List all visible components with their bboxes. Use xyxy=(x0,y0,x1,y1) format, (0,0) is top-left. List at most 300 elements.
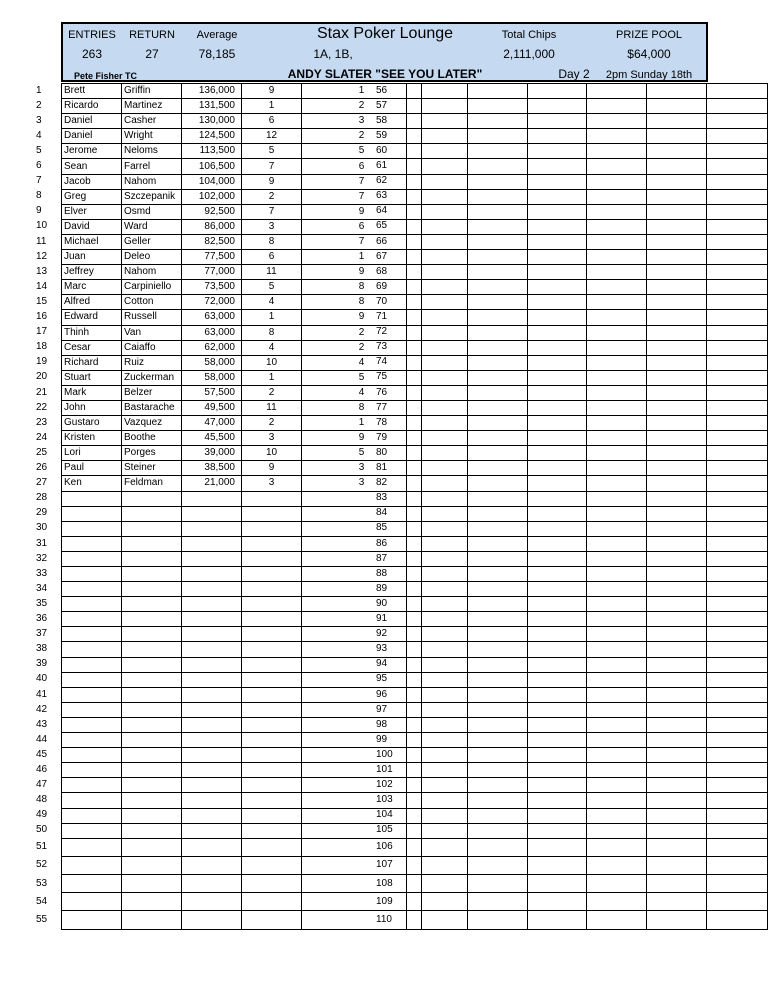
blank-cell xyxy=(707,672,768,687)
player-table-cell: 5 xyxy=(242,144,302,159)
blank-row xyxy=(407,431,768,446)
player-last-cell: Ruiz xyxy=(122,355,182,370)
player-first-cell xyxy=(62,521,122,536)
blank-row xyxy=(407,567,768,582)
blank-cell xyxy=(467,144,527,159)
blank-cell xyxy=(707,265,768,280)
player-last-cell xyxy=(122,597,182,612)
player-first-cell xyxy=(62,778,122,793)
player-seat-cell xyxy=(302,627,422,642)
blank-row xyxy=(407,400,768,415)
blank-row xyxy=(407,295,768,310)
player-first-cell: Brett xyxy=(62,84,122,99)
player-seat-cell xyxy=(302,702,422,717)
rank-number: 75 xyxy=(376,371,388,383)
player-table-cell xyxy=(242,627,302,642)
blank-cell xyxy=(587,808,647,823)
rank-number: 57 xyxy=(376,99,388,111)
player-first-cell: Jacob xyxy=(62,174,122,189)
player-row xyxy=(62,416,422,431)
rank-number: 67 xyxy=(376,250,388,262)
blank-cell xyxy=(407,687,468,702)
blank-cell xyxy=(587,778,647,793)
blank-cell xyxy=(467,838,527,856)
player-seat-cell xyxy=(302,551,422,566)
blank-cell xyxy=(407,536,468,551)
blank-cell xyxy=(407,856,468,874)
player-last-cell xyxy=(122,627,182,642)
blank-row xyxy=(407,159,768,174)
blank-cell xyxy=(467,431,527,446)
blank-cell xyxy=(527,461,587,476)
blank-cell xyxy=(587,856,647,874)
player-last-cell xyxy=(122,911,182,929)
blank-cell xyxy=(647,733,707,748)
blank-cell xyxy=(647,159,707,174)
blank-cell xyxy=(527,491,587,506)
blank-cell xyxy=(527,657,587,672)
average-label: Average xyxy=(196,29,238,41)
blank-cell xyxy=(467,748,527,763)
flights-text: 1A, 1B, xyxy=(313,47,353,61)
player-seat-cell: 7 xyxy=(302,174,422,189)
player-row xyxy=(62,144,422,159)
blank-cell xyxy=(467,174,527,189)
blank-cell xyxy=(467,325,527,340)
blank-cell xyxy=(587,355,647,370)
player-last-cell xyxy=(122,763,182,778)
player-chips-cell: 72,000 xyxy=(182,295,242,310)
blank-cell xyxy=(467,234,527,249)
blank-cell xyxy=(407,521,468,536)
blank-cell xyxy=(527,597,587,612)
player-seat-cell: 7 xyxy=(302,234,422,249)
player-seat-cell xyxy=(302,506,422,521)
blank-cell xyxy=(707,733,768,748)
player-seat-cell: 5 xyxy=(302,144,422,159)
blank-cell xyxy=(647,778,707,793)
blank-row xyxy=(407,793,768,808)
blank-cell xyxy=(707,189,768,204)
player-last-cell xyxy=(122,838,182,856)
blank-cell xyxy=(647,567,707,582)
blank-cell xyxy=(407,370,468,385)
blank-cell xyxy=(527,370,587,385)
blank-cell xyxy=(707,234,768,249)
player-table-cell: 10 xyxy=(242,355,302,370)
rank-number: 104 xyxy=(376,809,393,821)
player-table-cell: 12 xyxy=(242,129,302,144)
blank-cell xyxy=(467,893,527,911)
player-seat-cell xyxy=(302,612,422,627)
rank-number: 103 xyxy=(376,794,393,806)
blank-cell xyxy=(647,280,707,295)
blank-row xyxy=(407,717,768,732)
player-row xyxy=(62,808,422,823)
blank-cell xyxy=(647,627,707,642)
blank-cell xyxy=(647,506,707,521)
blank-cell xyxy=(587,521,647,536)
player-seat-cell xyxy=(302,687,422,702)
player-row xyxy=(62,476,422,491)
blank-cell xyxy=(527,808,587,823)
blank-cell xyxy=(527,250,587,265)
player-row xyxy=(62,793,422,808)
blank-cell xyxy=(467,370,527,385)
player-row xyxy=(62,385,422,400)
rank-number: 3 xyxy=(36,114,42,126)
rank-number: 47 xyxy=(36,779,48,791)
player-table-cell xyxy=(242,748,302,763)
blank-cell xyxy=(647,793,707,808)
rank-number: 86 xyxy=(376,537,388,549)
blank-cell xyxy=(527,129,587,144)
rank-number: 62 xyxy=(376,175,388,187)
player-first-cell: Marc xyxy=(62,280,122,295)
player-chips-cell: 38,500 xyxy=(182,461,242,476)
blank-cell xyxy=(527,733,587,748)
player-table-cell xyxy=(242,838,302,856)
blank-cell xyxy=(467,763,527,778)
rank-number: 89 xyxy=(376,582,388,594)
player-last-cell xyxy=(122,856,182,874)
player-first-cell xyxy=(62,657,122,672)
rank-number: 55 xyxy=(36,913,48,925)
blank-cell xyxy=(467,521,527,536)
blank-cell xyxy=(707,461,768,476)
blank-cell xyxy=(707,144,768,159)
player-last-cell: Casher xyxy=(122,114,182,129)
rank-number: 100 xyxy=(376,748,393,760)
blank-cell xyxy=(407,627,468,642)
player-row xyxy=(62,114,422,129)
blank-cell xyxy=(527,763,587,778)
blank-cell xyxy=(527,310,587,325)
blank-cell xyxy=(527,702,587,717)
player-last-cell: Porges xyxy=(122,446,182,461)
blank-cell xyxy=(407,310,468,325)
blank-row xyxy=(407,506,768,521)
rank-number: 63 xyxy=(376,190,388,202)
blank-cell xyxy=(587,748,647,763)
blank-cell xyxy=(707,129,768,144)
rank-number: 34 xyxy=(36,582,48,594)
blank-cell xyxy=(527,114,587,129)
blank-cell xyxy=(527,823,587,838)
player-last-cell xyxy=(122,793,182,808)
rank-number: 25 xyxy=(36,446,48,458)
blank-cell xyxy=(647,114,707,129)
blank-row xyxy=(407,875,768,893)
rank-number: 93 xyxy=(376,643,388,655)
blank-cell xyxy=(587,446,647,461)
blank-cell xyxy=(527,551,587,566)
player-table-cell: 7 xyxy=(242,159,302,174)
blank-cell xyxy=(527,748,587,763)
rank-number: 20 xyxy=(36,371,48,383)
blank-cell xyxy=(467,114,527,129)
player-last-cell: Geller xyxy=(122,234,182,249)
blank-cell xyxy=(527,506,587,521)
player-first-cell: Sean xyxy=(62,159,122,174)
blank-cell xyxy=(647,385,707,400)
player-table-cell xyxy=(242,612,302,627)
event-name: ANDY SLATER "SEE YOU LATER" xyxy=(287,67,483,81)
rank-number: 31 xyxy=(36,537,48,549)
rank-number: 98 xyxy=(376,718,388,730)
blank-cell xyxy=(467,823,527,838)
blank-cell xyxy=(587,838,647,856)
player-last-cell: Szczepanik xyxy=(122,189,182,204)
blank-cell xyxy=(467,461,527,476)
rank-number: 32 xyxy=(36,552,48,564)
rank-number: 42 xyxy=(36,703,48,715)
blank-cell xyxy=(467,295,527,310)
blank-cell xyxy=(587,325,647,340)
blank-row xyxy=(407,642,768,657)
blank-cell xyxy=(707,551,768,566)
blank-cell xyxy=(647,612,707,627)
blank-cell xyxy=(527,204,587,219)
blank-row xyxy=(407,748,768,763)
player-chips-cell: 131,500 xyxy=(182,99,242,114)
blank-cell xyxy=(467,672,527,687)
rank-number: 96 xyxy=(376,688,388,700)
blank-row xyxy=(407,310,768,325)
blank-cell xyxy=(407,551,468,566)
blank-cell xyxy=(647,582,707,597)
blank-row xyxy=(407,476,768,491)
player-seat-cell: 3 xyxy=(302,476,422,491)
blank-cell xyxy=(407,234,468,249)
blank-cell xyxy=(407,385,468,400)
player-last-cell xyxy=(122,491,182,506)
player-chips-cell: 82,500 xyxy=(182,234,242,249)
player-last-cell xyxy=(122,778,182,793)
player-seat-cell: 4 xyxy=(302,385,422,400)
player-chips-cell: 77,000 xyxy=(182,265,242,280)
blank-cell xyxy=(707,911,768,929)
blank-cell xyxy=(587,204,647,219)
rank-number: 71 xyxy=(376,311,388,323)
player-last-cell: Neloms xyxy=(122,144,182,159)
blank-cell xyxy=(467,911,527,929)
player-table-cell: 11 xyxy=(242,400,302,415)
blank-cell xyxy=(467,793,527,808)
rank-number: 40 xyxy=(36,673,48,685)
blank-cell xyxy=(647,250,707,265)
blank-cell xyxy=(647,461,707,476)
blank-cell xyxy=(647,476,707,491)
blank-row xyxy=(407,416,768,431)
player-row xyxy=(62,325,422,340)
rank-number: 92 xyxy=(376,628,388,640)
player-row xyxy=(62,204,422,219)
blank-cell xyxy=(467,506,527,521)
blank-cell xyxy=(467,476,527,491)
blank-cell xyxy=(587,250,647,265)
average-value: 78,185 xyxy=(198,47,236,61)
rank-number: 64 xyxy=(376,205,388,217)
rank-number: 45 xyxy=(36,748,48,760)
rank-number: 109 xyxy=(376,895,393,907)
player-first-cell xyxy=(62,763,122,778)
blank-cell xyxy=(707,174,768,189)
player-row xyxy=(62,838,422,856)
blank-cell xyxy=(407,582,468,597)
blank-row xyxy=(407,612,768,627)
rank-number: 107 xyxy=(376,859,393,871)
blank-cell xyxy=(647,219,707,234)
blank-cell xyxy=(587,144,647,159)
player-row xyxy=(62,400,422,415)
player-chips-cell: 58,000 xyxy=(182,355,242,370)
blank-cell xyxy=(707,627,768,642)
blank-row xyxy=(407,521,768,536)
blank-cell xyxy=(707,582,768,597)
player-first-cell xyxy=(62,672,122,687)
blank-cell xyxy=(467,875,527,893)
player-last-cell xyxy=(122,551,182,566)
blank-row xyxy=(407,219,768,234)
blank-cell xyxy=(407,250,468,265)
blank-row xyxy=(407,687,768,702)
rank-number: 88 xyxy=(376,567,388,579)
blank-cell xyxy=(587,687,647,702)
player-row xyxy=(62,687,422,702)
rank-number: 106 xyxy=(376,841,393,853)
player-chips-cell: 21,000 xyxy=(182,476,242,491)
player-last-cell xyxy=(122,748,182,763)
player-seat-cell xyxy=(302,893,422,911)
blank-cell xyxy=(467,642,527,657)
player-chips-cell xyxy=(182,536,242,551)
blank-cell xyxy=(407,476,468,491)
rank-number: 6 xyxy=(36,160,42,172)
player-table-cell xyxy=(242,536,302,551)
player-last-cell: Carpiniello xyxy=(122,280,182,295)
player-seat-cell: 9 xyxy=(302,310,422,325)
blank-cell xyxy=(527,416,587,431)
blank-row xyxy=(407,99,768,114)
player-row xyxy=(62,597,422,612)
player-first-cell: Juan xyxy=(62,250,122,265)
player-first-cell: Daniel xyxy=(62,129,122,144)
blank-row xyxy=(407,144,768,159)
rank-number: 91 xyxy=(376,613,388,625)
blank-cell xyxy=(467,280,527,295)
blank-cell xyxy=(587,763,647,778)
player-table-cell xyxy=(242,763,302,778)
player-last-cell: Farrel xyxy=(122,159,182,174)
blank-cell xyxy=(707,355,768,370)
player-table-cell xyxy=(242,808,302,823)
blank-cell xyxy=(407,748,468,763)
player-table-cell xyxy=(242,856,302,874)
player-first-cell xyxy=(62,642,122,657)
blank-cell xyxy=(527,627,587,642)
blank-row xyxy=(407,657,768,672)
blank-cell xyxy=(407,189,468,204)
player-row xyxy=(62,717,422,732)
blank-row xyxy=(407,385,768,400)
rank-number: 68 xyxy=(376,265,388,277)
blank-row xyxy=(407,551,768,566)
blank-cell xyxy=(647,400,707,415)
player-last-cell xyxy=(122,521,182,536)
player-seat-cell xyxy=(302,672,422,687)
player-table-cell: 7 xyxy=(242,204,302,219)
blank-cell xyxy=(587,893,647,911)
player-last-cell: Martinez xyxy=(122,99,182,114)
blank-cell xyxy=(587,265,647,280)
player-row xyxy=(62,355,422,370)
blank-cell xyxy=(587,219,647,234)
rank-number: 36 xyxy=(36,613,48,625)
player-first-cell xyxy=(62,551,122,566)
blank-cell xyxy=(647,551,707,566)
rank-number: 51 xyxy=(36,841,48,853)
blank-cell xyxy=(587,506,647,521)
player-seat-cell xyxy=(302,597,422,612)
player-seat-cell xyxy=(302,657,422,672)
rank-number: 52 xyxy=(36,859,48,871)
player-table-cell xyxy=(242,672,302,687)
player-first-cell: Lori xyxy=(62,446,122,461)
blank-cell xyxy=(707,310,768,325)
blank-cell xyxy=(707,325,768,340)
player-first-cell xyxy=(62,911,122,929)
blank-cell xyxy=(407,174,468,189)
player-chips-cell: 86,000 xyxy=(182,219,242,234)
blank-cell xyxy=(407,114,468,129)
player-first-cell: Alfred xyxy=(62,295,122,310)
blank-cell xyxy=(527,893,587,911)
rank-number: 14 xyxy=(36,280,48,292)
blank-cell xyxy=(707,114,768,129)
blank-row xyxy=(407,189,768,204)
player-table-cell xyxy=(242,567,302,582)
player-table-cell: 1 xyxy=(242,370,302,385)
blank-cell xyxy=(527,536,587,551)
player-last-cell xyxy=(122,875,182,893)
total-chips-label: Total Chips xyxy=(501,29,557,41)
blank-cell xyxy=(467,265,527,280)
blank-cell xyxy=(647,856,707,874)
player-first-cell xyxy=(62,582,122,597)
rank-number: 2 xyxy=(36,99,42,111)
blank-cell xyxy=(527,911,587,929)
blank-cell xyxy=(527,446,587,461)
player-chips-cell: 92,500 xyxy=(182,204,242,219)
player-table-cell xyxy=(242,521,302,536)
blank-cell xyxy=(647,717,707,732)
player-seat-cell xyxy=(302,521,422,536)
blank-row xyxy=(407,778,768,793)
rank-number: 49 xyxy=(36,809,48,821)
left-seating-table xyxy=(61,83,422,930)
rank-number: 97 xyxy=(376,703,388,715)
blank-cell xyxy=(407,280,468,295)
player-row xyxy=(62,99,422,114)
blank-cell xyxy=(707,521,768,536)
blank-cell xyxy=(467,204,527,219)
player-row xyxy=(62,219,422,234)
blank-cell xyxy=(467,582,527,597)
player-first-cell xyxy=(62,612,122,627)
player-seat-cell xyxy=(302,911,422,929)
blank-cell xyxy=(587,159,647,174)
